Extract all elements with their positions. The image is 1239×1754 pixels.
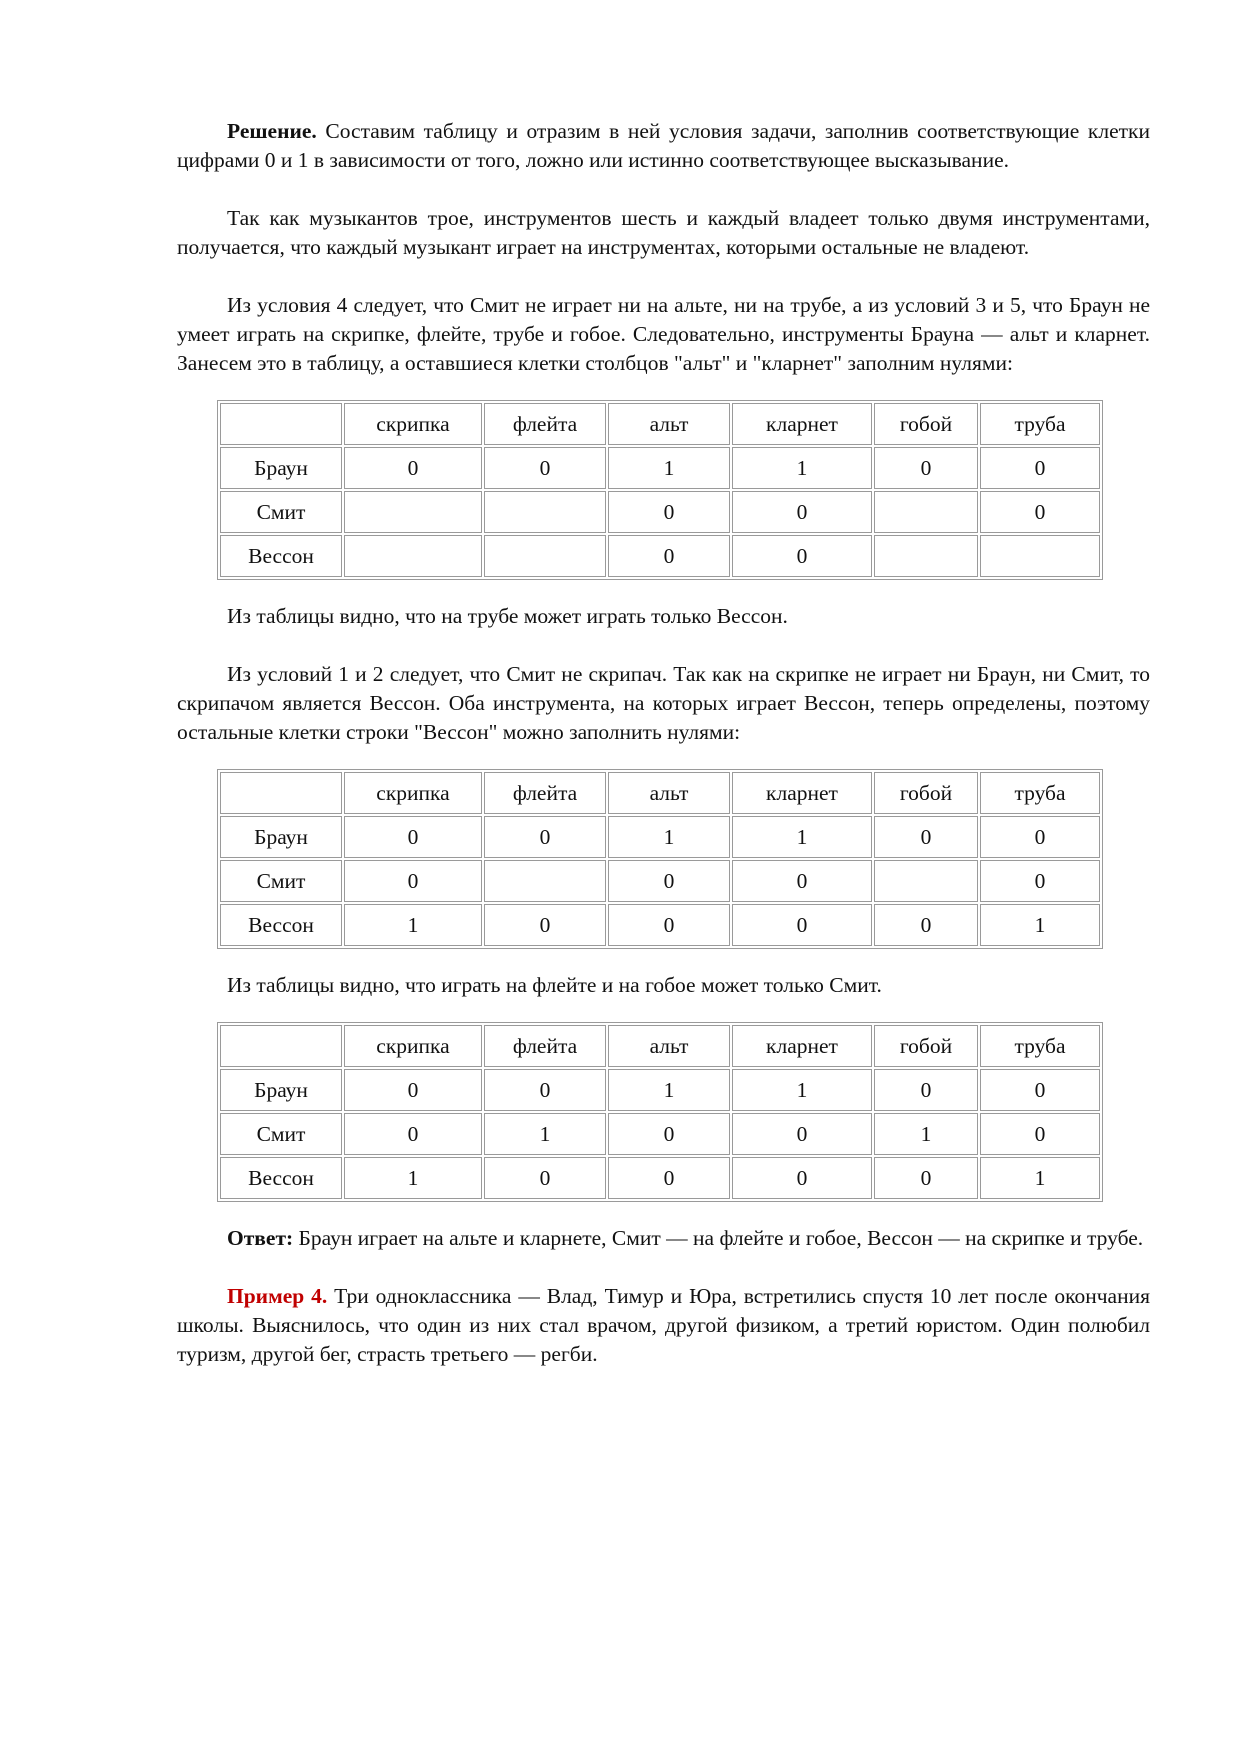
table-cell: 1	[874, 1113, 978, 1155]
header-cell: флейта	[484, 403, 606, 445]
header-cell: кларнет	[732, 1025, 872, 1067]
solution-heading: Решение.	[227, 119, 317, 143]
table-1	[217, 400, 1103, 580]
header-cell: скрипка	[344, 772, 482, 814]
example-label: Пример 4.	[227, 1284, 328, 1308]
table-cell: 0	[980, 1069, 1100, 1111]
table-cell: 0	[344, 816, 482, 858]
table-cell: 0	[980, 860, 1100, 902]
header-cell: скрипка	[344, 1025, 482, 1067]
header-cell	[220, 1025, 342, 1067]
header-cell: труба	[980, 772, 1100, 814]
header-cell: флейта	[484, 1025, 606, 1067]
table-cell: 0	[980, 1113, 1100, 1155]
table-cell: 1	[980, 904, 1100, 946]
table-cell: 0	[484, 447, 606, 489]
table-cell: 1	[732, 447, 872, 489]
header-cell: альт	[608, 1025, 730, 1067]
table-cell: 0	[608, 1113, 730, 1155]
table-cell: 0	[344, 1113, 482, 1155]
table-cell: 1	[344, 904, 482, 946]
table-row	[220, 1157, 1100, 1199]
table-cell: 0	[732, 1157, 872, 1199]
table-row	[220, 491, 1100, 533]
header-cell: кларнет	[732, 403, 872, 445]
header-cell: флейта	[484, 772, 606, 814]
table-cell: 0	[874, 816, 978, 858]
solution-text: Составим таблицу и отразим в ней условия задачи, заполнив соответствующие клетки цифрами 0 и 1 в зависимости от того, ложно или истинно соответствующее высказывание.	[177, 119, 1150, 172]
table-cell: 0	[732, 1113, 872, 1155]
flute-oboe-paragraph: Из таблицы видно, что играть на флейте и на гобое может только Смит.	[227, 973, 882, 997]
row-label: Вессон	[220, 904, 342, 946]
table-cell: 0	[874, 1069, 978, 1111]
header-cell: гобой	[874, 1025, 978, 1067]
table-row	[220, 1113, 1100, 1155]
answer-heading: Ответ:	[227, 1226, 294, 1250]
example-text: Три одноклассника — Влад, Тимур и Юра, встретились спустя 10 лет после окончания школы. Выяснилось, что один из них стал врачом, другой физиком, а третий юристом. Один полюбил туризм, другой бег, страсть третьего — регби.	[177, 1284, 1151, 1366]
header-cell: альт	[608, 403, 730, 445]
header-cell: гобой	[874, 772, 978, 814]
header-cell: труба	[980, 403, 1100, 445]
table-cell: 0	[874, 1157, 978, 1199]
header-cell	[220, 772, 342, 814]
table-cell: 0	[608, 904, 730, 946]
table-cell: 0	[344, 447, 482, 489]
table-cell: 1	[732, 1069, 872, 1111]
row-label: Смит	[220, 1113, 342, 1155]
table-cell: 0	[732, 491, 872, 533]
table-cell: 0	[980, 816, 1100, 858]
table-cell: 0	[732, 535, 872, 577]
table-cell: 0	[484, 1157, 606, 1199]
table-cell: 1	[608, 1069, 730, 1111]
table-cell: 0	[344, 860, 482, 902]
table-cell: 0	[732, 860, 872, 902]
solution-paragraph	[177, 117, 1150, 175]
table-cell	[874, 535, 978, 577]
table-cell: 1	[608, 447, 730, 489]
condition-paragraph: Из условия 4 следует, что Смит не играет ни на альте, ни на трубе, а из условий 3 и 5, что Браун не умеет играть на скрипке, флейте, трубе и гобое. Следовательно, инструменты Брауна — альт и кларнет. Занесем это в таблицу, а оставшиеся клетки столбцов "альт" и "кларнет" заполним нулями:	[177, 293, 1150, 375]
table-row	[220, 860, 1100, 902]
table-header-row	[220, 403, 1100, 445]
musicians-paragraph: Так как музыкантов трое, инструментов шесть и каждый владеет только двумя инструментами, получается, что каждый музыкант играет на инструментах, которыми остальные не владеют.	[177, 206, 1150, 259]
violin-paragraph: Из условий 1 и 2 следует, что Смит не скрипач. Так как на скрипке не играет ни Браун, ни Смит, то скрипачом является Вессон. Оба инструмента, на которых играет Вессон, теперь определены, поэтому остальные клетки строки "Вессон" можно заполнить нулями:	[177, 662, 1150, 744]
table-cell: 0	[874, 904, 978, 946]
table-cell	[484, 860, 606, 902]
header-cell: альт	[608, 772, 730, 814]
table-cell: 0	[484, 1069, 606, 1111]
header-cell: труба	[980, 1025, 1100, 1067]
table-cell: 0	[484, 816, 606, 858]
table-header-row	[220, 772, 1100, 814]
table-cell: 0	[608, 491, 730, 533]
table-row	[220, 535, 1100, 577]
row-label: Вессон	[220, 1157, 342, 1199]
table-2	[217, 769, 1103, 949]
table-cell	[484, 491, 606, 533]
table-cell	[874, 860, 978, 902]
table-cell: 0	[344, 1069, 482, 1111]
row-label: Браун	[220, 447, 342, 489]
document-page	[177, 117, 1150, 1369]
table-cell: 0	[980, 447, 1100, 489]
row-label: Браун	[220, 1069, 342, 1111]
table-row	[220, 447, 1100, 489]
table-cell: 0	[874, 447, 978, 489]
table-cell: 1	[344, 1157, 482, 1199]
header-cell: кларнет	[732, 772, 872, 814]
table-cell: 1	[732, 816, 872, 858]
table-cell	[344, 491, 482, 533]
table-cell: 0	[608, 860, 730, 902]
table-cell: 1	[980, 1157, 1100, 1199]
row-label: Смит	[220, 860, 342, 902]
table-cell	[344, 535, 482, 577]
table-cell: 1	[608, 816, 730, 858]
row-label: Браун	[220, 816, 342, 858]
table-cell	[484, 535, 606, 577]
answer-paragraph	[177, 1224, 1150, 1253]
table-row	[220, 1069, 1100, 1111]
table-row	[220, 904, 1100, 946]
table-row	[220, 816, 1100, 858]
header-cell: гобой	[874, 403, 978, 445]
table-3	[217, 1022, 1103, 1202]
trumpet-paragraph: Из таблицы видно, что на трубе может играть только Вессон.	[227, 604, 788, 628]
header-cell	[220, 403, 342, 445]
table-cell	[874, 491, 978, 533]
table-cell: 0	[484, 904, 606, 946]
example-paragraph	[177, 1282, 1150, 1369]
table-cell: 1	[484, 1113, 606, 1155]
table-cell: 0	[608, 535, 730, 577]
table-header-row	[220, 1025, 1100, 1067]
header-cell: скрипка	[344, 403, 482, 445]
table-cell: 0	[732, 904, 872, 946]
table-cell: 0	[608, 1157, 730, 1199]
table-cell: 0	[980, 491, 1100, 533]
answer-text: Браун играет на альте и кларнете, Смит — на флейте и гобое, Вессон — на скрипке и трубе.	[293, 1226, 1144, 1250]
row-label: Вессон	[220, 535, 342, 577]
row-label: Смит	[220, 491, 342, 533]
table-cell	[980, 535, 1100, 577]
